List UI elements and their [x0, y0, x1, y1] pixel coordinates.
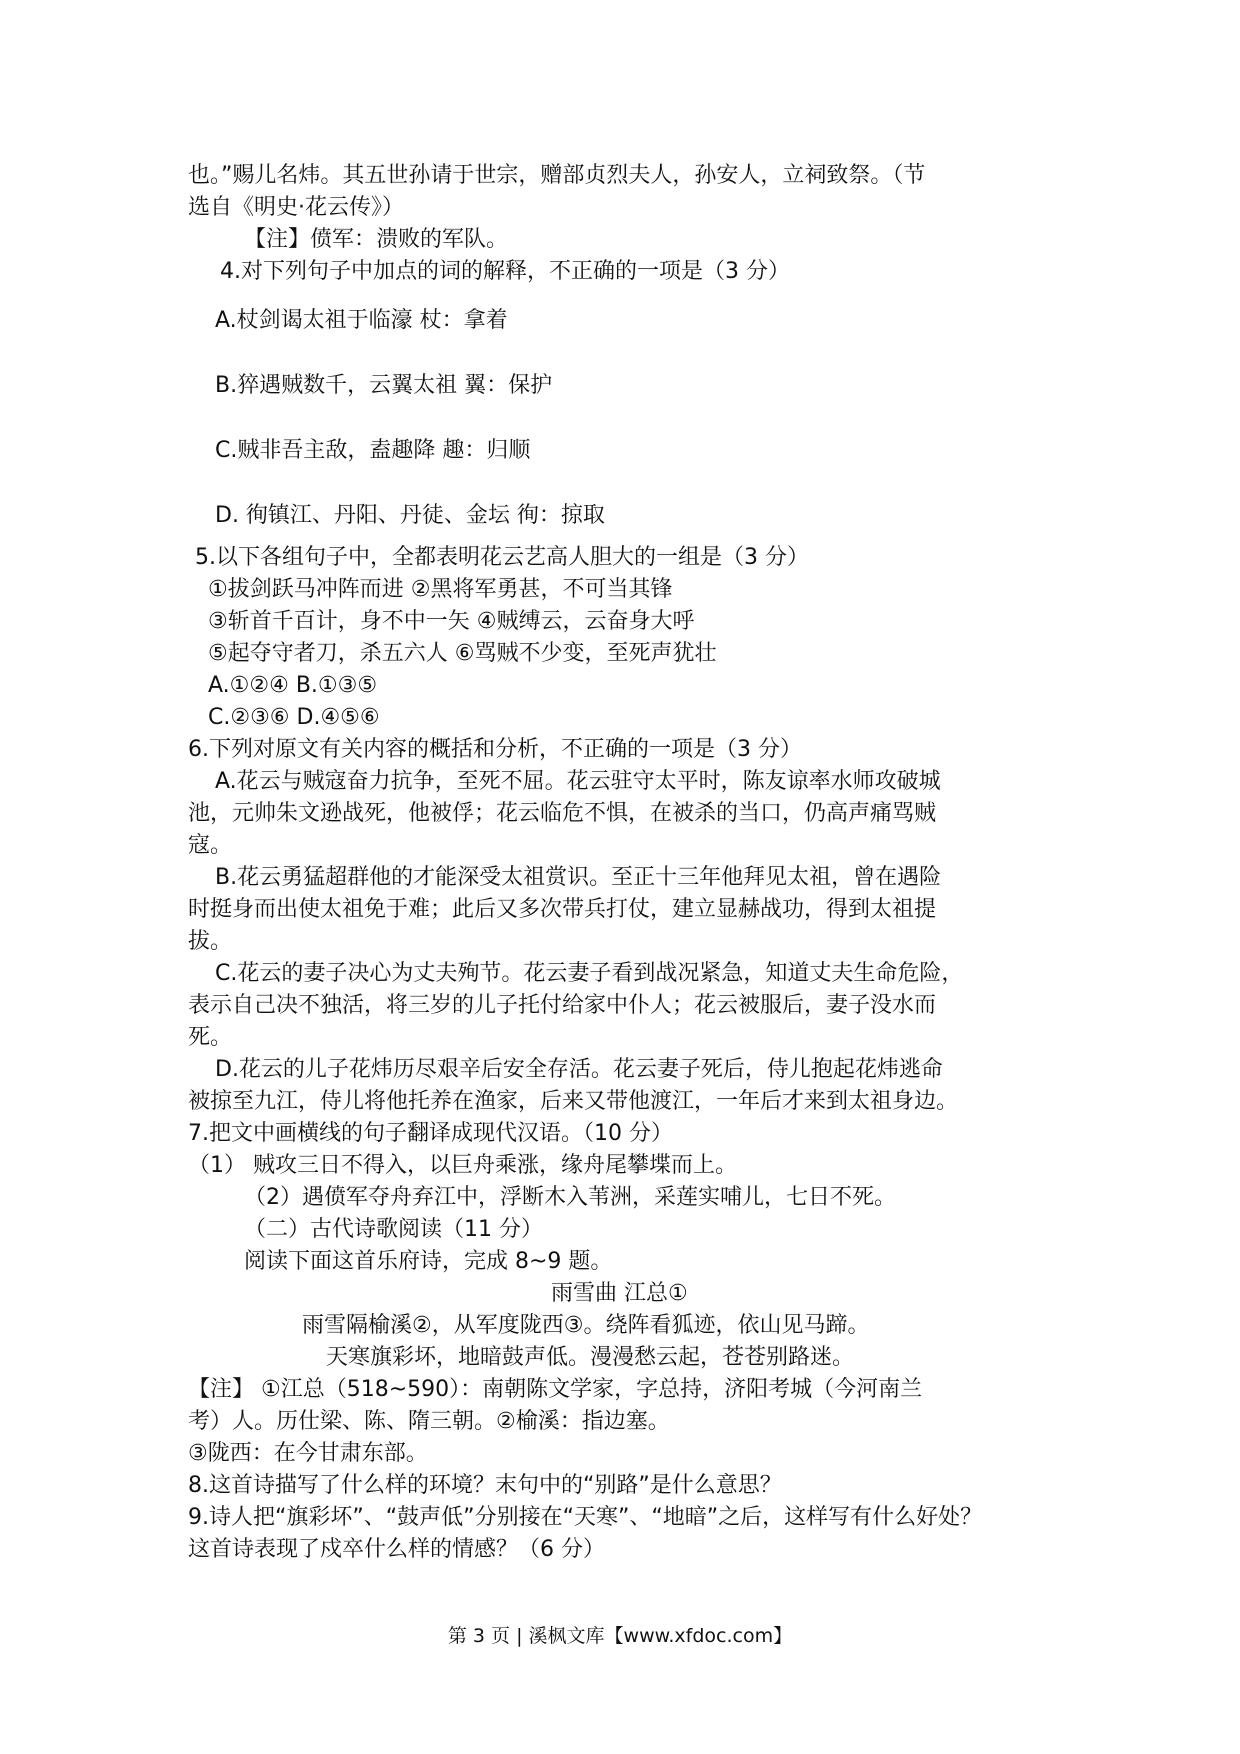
question-6-option-a-line-1: A.花云与贼寇奋力抗争，至死不屈。花云驻守太平时，陈友谅率水师攻破城	[215, 769, 941, 794]
poetry-instruction: 阅读下面这首乐府诗，完成 8~9 题。	[244, 1249, 613, 1274]
question-9-line-1: 9.诗人把“旗彩坏”、“鼓声低”分别接在“天寒”、“地暗”之后，这样写有什么好处？	[188, 1505, 983, 1530]
passage-end-line-1: 也。”赐儿名炜。其五世孙请于世宗，赠部贞烈夫人，孙安人，立祠致祭。（节	[188, 163, 926, 188]
question-9-line-2: 这首诗表现了戍卒什么样的情感？（6 分）	[188, 1537, 605, 1562]
question-6-option-a-line-2: 池，元帅朱文逊战死，他被俘；花云临危不惧，在被杀的当口，仍高声痛骂贼	[188, 801, 937, 826]
question-8: 8.这首诗描写了什么样的环境？末句中的“别路”是什么意思？	[188, 1473, 782, 1498]
question-6-option-d-line-1: D.花云的儿子花炜历尽艰辛后安全存活。花云妻子死后，侍儿抱起花炜逃命	[215, 1057, 943, 1082]
question-6-option-a-line-3: 寇。	[188, 833, 233, 858]
question-4-option-d: D. 徇镇江、丹阳、丹徒、金坛 徇：掠取	[215, 503, 605, 528]
question-4-option-b: B.猝遇贼数千，云翼太祖 翼：保护	[215, 373, 553, 398]
question-6-option-b-line-1: B.花云勇猛超群他的才能深受太祖赏识。至正十三年他拜见太祖，曾在遇险	[215, 865, 942, 890]
question-5-item-line-3: ⑤起夺守者刀，杀五六人 ⑥骂贼不少变，至死声犹壮	[208, 641, 717, 666]
question-7-title: 7.把文中画横线的句子翻译成现代汉语。（10 分）	[188, 1121, 673, 1146]
question-6-title: 6.下列对原文有关内容的概括和分析，不正确的一项是（3 分）	[188, 737, 802, 762]
poem-note-line-3: ③陇西：在今甘肃东部。	[188, 1441, 428, 1466]
question-5-answer-line-1: A.①②④ B.①③⑤	[208, 673, 378, 698]
question-5-title: 5.以下各组句子中，全都表明花云艺高人胆大的一组是（3 分）	[195, 545, 809, 570]
question-4-option-c: C.贼非吾主敌，盍趣降 趣：归顺	[215, 438, 531, 463]
question-6-option-d-line-2: 被掠至九江，侍儿将他托养在渔家，后来又带他渡江，一年后才来到太祖身边。	[188, 1089, 959, 1114]
poem-note-line-2: 考）人。历仕梁、陈、隋三朝。②榆溪：指边塞。	[188, 1409, 670, 1434]
question-4-title: 4.对下列句子中加点的词的解释，不正确的一项是（3 分）	[220, 259, 790, 284]
question-4-option-a: A.杖剑谒太祖于临濠 杖：拿着	[215, 308, 508, 333]
question-6-option-b-line-3: 拔。	[188, 929, 233, 954]
poem-title-author: 雨雪曲 江总①	[551, 1281, 688, 1306]
poetry-section-title: （二）古代诗歌阅读（11 分）	[244, 1217, 543, 1242]
question-7-sentence-1: （1） 贼攻三日不得入，以巨舟乘涨，缘舟尾攀堞而上。	[188, 1153, 737, 1178]
poem-line-1: 雨雪隔榆溪②，从军度陇西③。绕阵看狐迹，依山见马蹄。	[302, 1313, 870, 1338]
poem-line-2: 天寒旗彩坏，地暗鼓声低。漫漫愁云起，苍苍别路迷。	[326, 1345, 855, 1370]
question-5-item-line-1: ①拔剑跃马冲阵而进 ②黑将军勇甚，不可当其锋	[208, 577, 673, 602]
passage-end-line-2: 选自《明史·花云传》）	[188, 195, 404, 220]
document-content	[188, 160, 1058, 1566]
question-6-option-c-line-1: C.花云的妻子决心为丈夫殉节。花云妻子看到战况紧急，知道丈夫生命危险，	[215, 961, 964, 986]
question-6-option-c-line-2: 表示自己决不独活，将三岁的儿子托付给家中仆人；花云被服后，妻子没水而	[188, 993, 937, 1018]
poem-note-line-1: 【注】 ①江总（518~590）：南朝陈文学家，字总持，济阳考城（今河南兰	[188, 1377, 923, 1402]
question-5-answer-line-2: C.②③⑥ D.④⑤⑥	[208, 705, 380, 730]
question-5-item-line-2: ③斩首千百计，身不中一矢 ④贼缚云，云奋身大呼	[208, 609, 695, 634]
question-6-option-b-line-2: 时挺身而出使太祖免于难；此后又多次带兵打仗，建立显赫战功，得到太祖提	[188, 897, 937, 922]
annotation-note: 【注】偾军：溃败的军队。	[244, 227, 509, 252]
question-7-sentence-2: （2）遇偾军夺舟弃江中，浮断木入苇洲，采莲实哺儿，七日不死。	[244, 1185, 896, 1210]
question-6-option-c-line-3: 死。	[188, 1025, 233, 1050]
page-footer: 第 3 页 | 溪枫文库【www.xfdoc.com】	[447, 1625, 793, 1647]
